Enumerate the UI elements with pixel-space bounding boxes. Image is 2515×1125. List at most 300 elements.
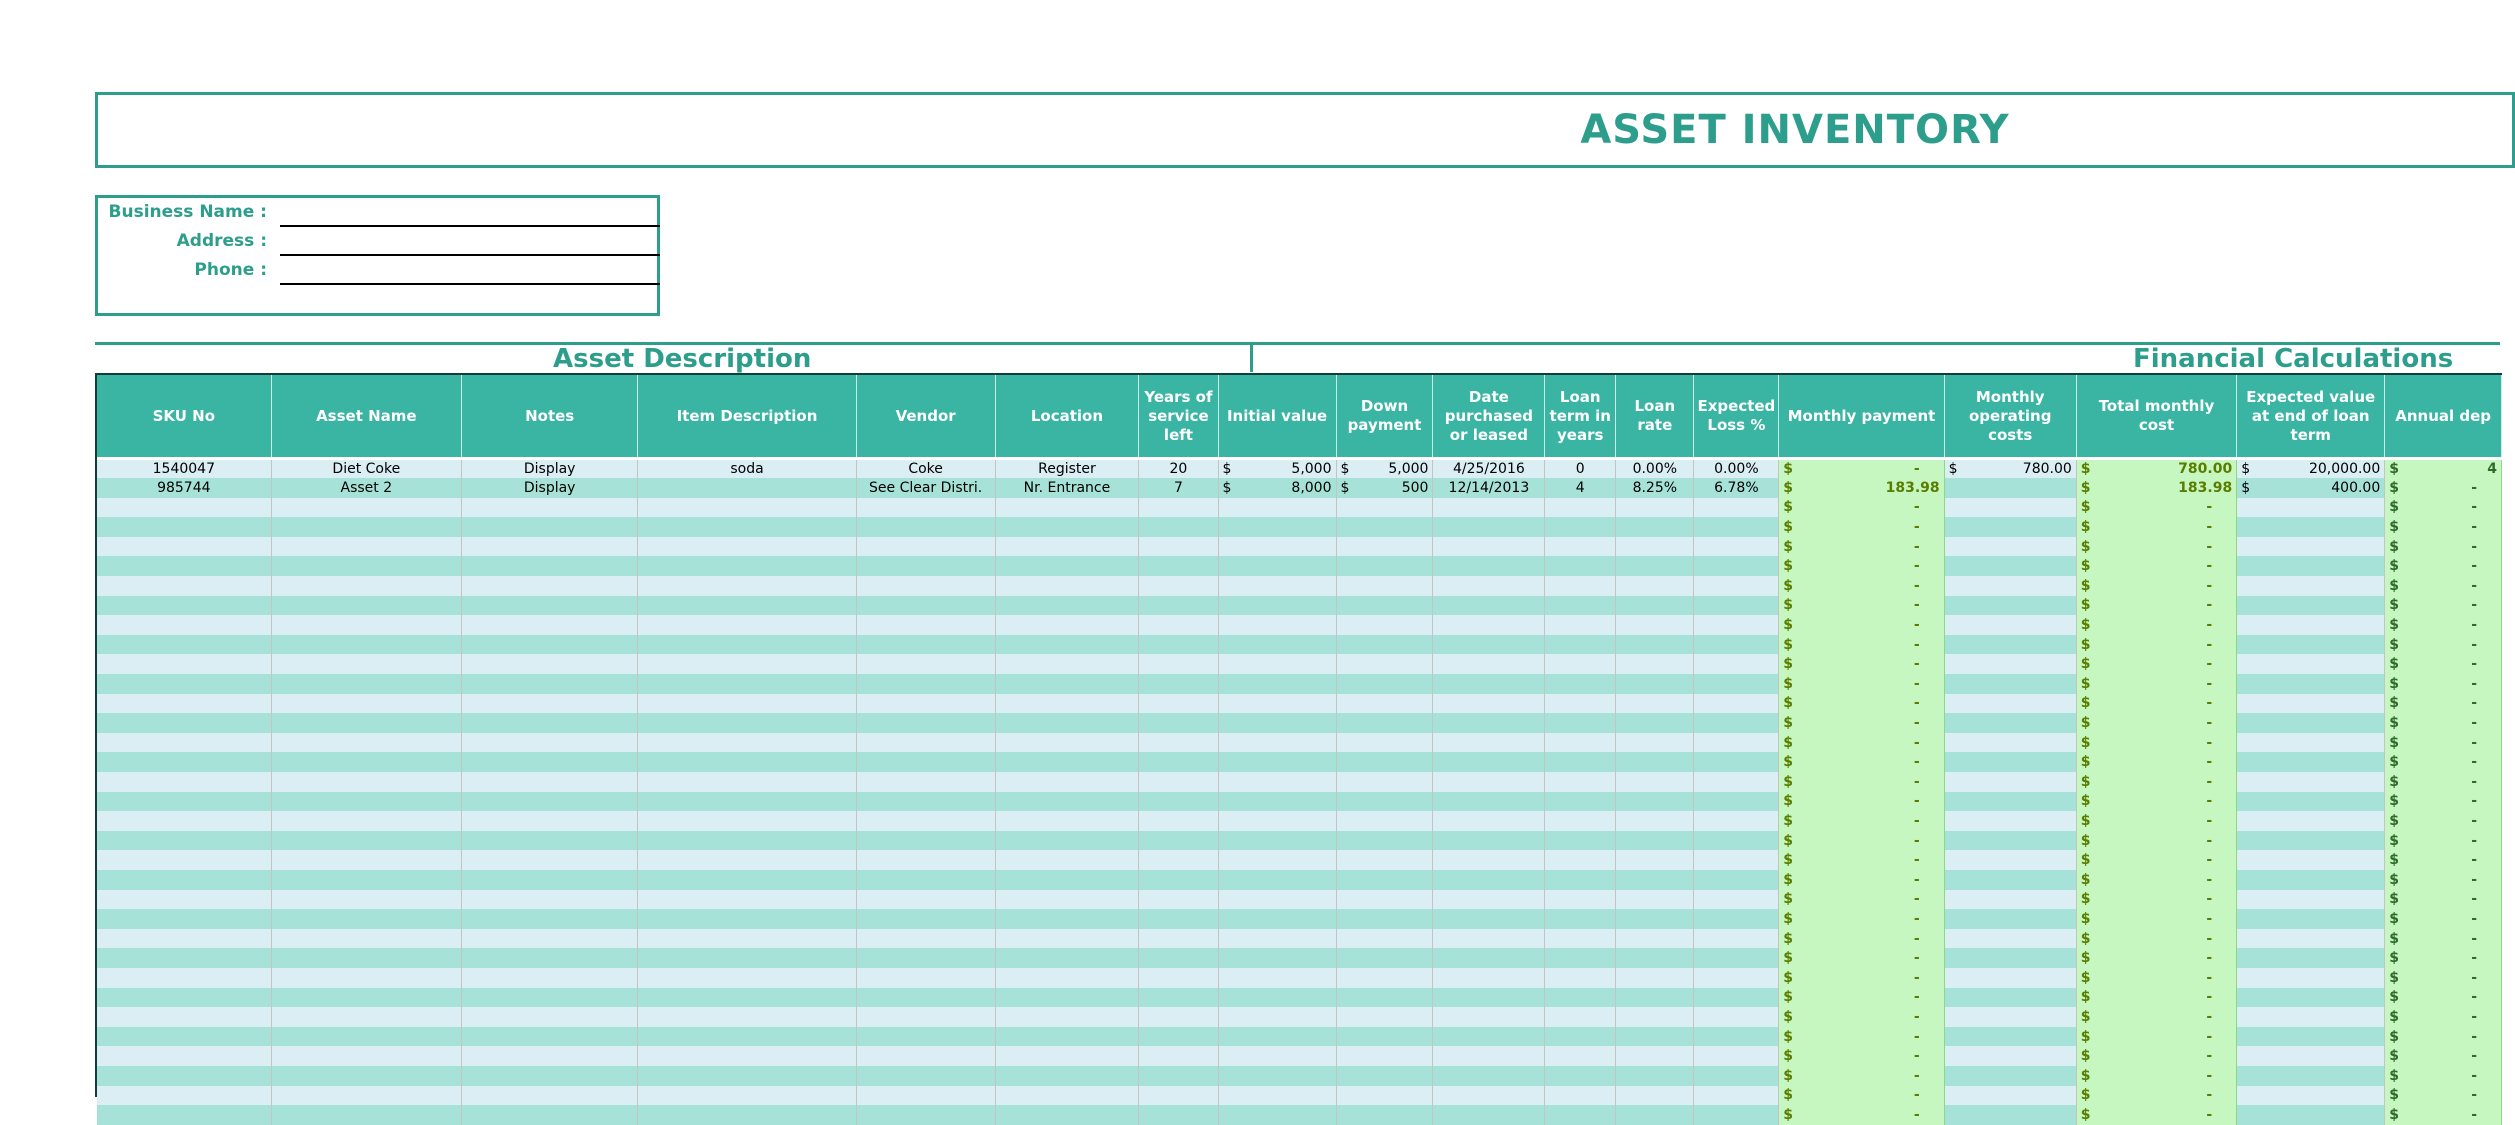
cell-loss[interactable]	[1694, 576, 1779, 596]
cell-expected[interactable]	[2237, 478, 2385, 498]
cell-down[interactable]	[1336, 576, 1433, 596]
cell-annual[interactable]	[2385, 694, 2502, 714]
cell-monthly[interactable]	[1779, 1007, 1944, 1027]
cell-sku[interactable]	[97, 929, 271, 949]
cell-monthly[interactable]	[1779, 517, 1944, 537]
column-header-sku[interactable]: SKU No	[97, 374, 271, 459]
cell-expected[interactable]	[2237, 498, 2385, 518]
cell-rate[interactable]	[1616, 576, 1694, 596]
cell-location[interactable]	[995, 1007, 1139, 1027]
cell-down[interactable]	[1336, 772, 1433, 792]
cell-date[interactable]	[1433, 948, 1545, 968]
cell-location[interactable]	[995, 654, 1139, 674]
cell-monthly[interactable]	[1779, 870, 1944, 890]
cell-vendor[interactable]	[856, 968, 995, 988]
cell-rate[interactable]	[1616, 850, 1694, 870]
cell-rate[interactable]	[1616, 1066, 1694, 1086]
cell-term[interactable]	[1545, 909, 1616, 929]
cell-location[interactable]	[995, 1046, 1139, 1066]
cell-expected[interactable]	[2237, 635, 2385, 655]
cell-expected[interactable]	[2237, 890, 2385, 910]
cell-loss[interactable]	[1694, 811, 1779, 831]
cell-loss[interactable]	[1694, 909, 1779, 929]
cell-date[interactable]	[1433, 576, 1545, 596]
cell-name[interactable]	[271, 596, 461, 616]
cell-monthly[interactable]	[1779, 478, 1944, 498]
cell-operating[interactable]	[1944, 968, 2076, 988]
cell-operating[interactable]	[1944, 733, 2076, 753]
cell-location[interactable]	[995, 1086, 1139, 1106]
cell-rate[interactable]	[1616, 1046, 1694, 1066]
cell-vendor[interactable]	[856, 1086, 995, 1106]
cell-monthly[interactable]	[1779, 968, 1944, 988]
cell-notes[interactable]	[462, 831, 638, 851]
cell-vendor[interactable]	[856, 537, 995, 557]
cell-rate[interactable]	[1616, 498, 1694, 518]
cell-vendor[interactable]	[856, 752, 995, 772]
cell-vendor[interactable]	[856, 596, 995, 616]
cell-expected[interactable]	[2237, 615, 2385, 635]
cell-monthly[interactable]	[1779, 831, 1944, 851]
cell-notes[interactable]	[462, 811, 638, 831]
cell-notes[interactable]	[462, 694, 638, 714]
cell-down[interactable]	[1336, 752, 1433, 772]
cell-vendor[interactable]	[856, 498, 995, 518]
cell-desc[interactable]: soda	[638, 459, 856, 479]
cell-date[interactable]	[1433, 772, 1545, 792]
cell-vendor[interactable]	[856, 674, 995, 694]
cell-name[interactable]	[271, 831, 461, 851]
cell-date[interactable]	[1433, 556, 1545, 576]
cell-date[interactable]	[1433, 498, 1545, 518]
cell-rate[interactable]	[1616, 772, 1694, 792]
cell-desc[interactable]	[638, 517, 856, 537]
cell-operating[interactable]	[1944, 988, 2076, 1008]
cell-down[interactable]	[1336, 1105, 1433, 1125]
cell-down[interactable]	[1336, 459, 1433, 479]
cell-term[interactable]	[1545, 792, 1616, 812]
cell-years[interactable]	[1139, 1066, 1218, 1086]
cell-name[interactable]	[271, 517, 461, 537]
cell-notes[interactable]	[462, 1027, 638, 1047]
cell-desc[interactable]	[638, 1105, 856, 1125]
cell-annual[interactable]	[2385, 615, 2502, 635]
cell-loss[interactable]	[1694, 556, 1779, 576]
cell-operating[interactable]	[1944, 498, 2076, 518]
cell-location[interactable]	[995, 890, 1139, 910]
cell-date[interactable]	[1433, 988, 1545, 1008]
cell-date[interactable]	[1433, 1046, 1545, 1066]
cell-term[interactable]	[1545, 733, 1616, 753]
cell-notes[interactable]	[462, 674, 638, 694]
cell-annual[interactable]	[2385, 1066, 2502, 1086]
cell-term[interactable]	[1545, 1027, 1616, 1047]
cell-expected[interactable]	[2237, 1086, 2385, 1106]
cell-sku[interactable]	[97, 948, 271, 968]
cell-vendor[interactable]	[856, 654, 995, 674]
cell-annual[interactable]	[2385, 654, 2502, 674]
cell-initial[interactable]	[1218, 1105, 1336, 1125]
cell-desc[interactable]	[638, 615, 856, 635]
cell-name[interactable]	[271, 654, 461, 674]
cell-operating[interactable]	[1944, 459, 2076, 479]
cell-expected[interactable]	[2237, 929, 2385, 949]
cell-date[interactable]	[1433, 811, 1545, 831]
cell-term[interactable]	[1545, 694, 1616, 714]
cell-monthly[interactable]	[1779, 1046, 1944, 1066]
cell-total[interactable]	[2076, 1105, 2236, 1125]
cell-date[interactable]	[1433, 713, 1545, 733]
cell-expected[interactable]	[2237, 1027, 2385, 1047]
cell-operating[interactable]	[1944, 811, 2076, 831]
cell-total[interactable]	[2076, 811, 2236, 831]
cell-total[interactable]	[2076, 968, 2236, 988]
cell-loss[interactable]	[1694, 792, 1779, 812]
column-header-expected[interactable]: Expected value at end of loan term	[2237, 374, 2385, 459]
cell-desc[interactable]	[638, 576, 856, 596]
column-header-date[interactable]: Date purchased or leased	[1433, 374, 1545, 459]
cell-location[interactable]	[995, 988, 1139, 1008]
cell-name[interactable]	[271, 929, 461, 949]
cell-expected[interactable]	[2237, 792, 2385, 812]
cell-rate[interactable]	[1616, 831, 1694, 851]
cell-down[interactable]	[1336, 792, 1433, 812]
cell-years[interactable]	[1139, 752, 1218, 772]
cell-annual[interactable]	[2385, 929, 2502, 949]
cell-down[interactable]	[1336, 1046, 1433, 1066]
cell-desc[interactable]	[638, 870, 856, 890]
cell-initial[interactable]	[1218, 596, 1336, 616]
cell-operating[interactable]	[1944, 1046, 2076, 1066]
cell-sku[interactable]	[97, 537, 271, 557]
cell-notes[interactable]	[462, 498, 638, 518]
cell-date[interactable]	[1433, 635, 1545, 655]
cell-initial[interactable]	[1218, 576, 1336, 596]
cell-years[interactable]	[1139, 1007, 1218, 1027]
cell-loss[interactable]	[1694, 948, 1779, 968]
cell-initial[interactable]	[1218, 713, 1336, 733]
cell-location[interactable]	[995, 772, 1139, 792]
column-header-name[interactable]: Asset Name	[271, 374, 461, 459]
cell-date[interactable]	[1433, 537, 1545, 557]
cell-total[interactable]	[2076, 1027, 2236, 1047]
cell-date[interactable]	[1433, 517, 1545, 537]
cell-down[interactable]	[1336, 478, 1433, 498]
cell-down[interactable]	[1336, 1027, 1433, 1047]
cell-monthly[interactable]	[1779, 615, 1944, 635]
cell-desc[interactable]	[638, 890, 856, 910]
cell-notes[interactable]	[462, 988, 638, 1008]
cell-years[interactable]	[1139, 694, 1218, 714]
cell-years[interactable]	[1139, 733, 1218, 753]
cell-initial[interactable]	[1218, 537, 1336, 557]
cell-monthly[interactable]	[1779, 811, 1944, 831]
cell-initial[interactable]	[1218, 890, 1336, 910]
cell-vendor[interactable]	[856, 811, 995, 831]
cell-location[interactable]	[995, 870, 1139, 890]
cell-location[interactable]	[995, 694, 1139, 714]
cell-total[interactable]	[2076, 850, 2236, 870]
cell-term[interactable]	[1545, 576, 1616, 596]
cell-notes[interactable]	[462, 1086, 638, 1106]
cell-vendor[interactable]	[856, 1066, 995, 1086]
cell-monthly[interactable]	[1779, 498, 1944, 518]
cell-sku[interactable]	[97, 811, 271, 831]
cell-term[interactable]	[1545, 498, 1616, 518]
cell-location[interactable]	[995, 850, 1139, 870]
cell-annual[interactable]	[2385, 478, 2502, 498]
cell-notes[interactable]: Display	[462, 478, 638, 498]
cell-total[interactable]	[2076, 772, 2236, 792]
cell-down[interactable]	[1336, 1007, 1433, 1027]
cell-total[interactable]	[2076, 537, 2236, 557]
cell-sku[interactable]	[97, 713, 271, 733]
cell-operating[interactable]	[1944, 831, 2076, 851]
cell-desc[interactable]	[638, 909, 856, 929]
cell-initial[interactable]	[1218, 988, 1336, 1008]
cell-sku[interactable]	[97, 1027, 271, 1047]
cell-total[interactable]	[2076, 909, 2236, 929]
cell-operating[interactable]	[1944, 615, 2076, 635]
cell-operating[interactable]	[1944, 1027, 2076, 1047]
cell-name[interactable]	[271, 1046, 461, 1066]
cell-rate[interactable]	[1616, 968, 1694, 988]
cell-monthly[interactable]	[1779, 1027, 1944, 1047]
cell-date[interactable]: 4/25/2016	[1433, 459, 1545, 479]
cell-date[interactable]	[1433, 1105, 1545, 1125]
cell-term[interactable]	[1545, 1046, 1616, 1066]
cell-operating[interactable]	[1944, 792, 2076, 812]
cell-operating[interactable]	[1944, 694, 2076, 714]
cell-expected[interactable]	[2237, 1007, 2385, 1027]
cell-loss[interactable]	[1694, 870, 1779, 890]
cell-location[interactable]	[995, 615, 1139, 635]
cell-rate[interactable]	[1616, 792, 1694, 812]
cell-initial[interactable]	[1218, 478, 1336, 498]
cell-total[interactable]	[2076, 556, 2236, 576]
column-header-rate[interactable]: Loan rate	[1616, 374, 1694, 459]
cell-rate[interactable]	[1616, 988, 1694, 1008]
cell-initial[interactable]	[1218, 772, 1336, 792]
cell-monthly[interactable]	[1779, 772, 1944, 792]
cell-rate[interactable]: 8.25%	[1616, 478, 1694, 498]
cell-vendor[interactable]	[856, 1105, 995, 1125]
cell-loss[interactable]	[1694, 1105, 1779, 1125]
cell-monthly[interactable]	[1779, 576, 1944, 596]
cell-term[interactable]	[1545, 517, 1616, 537]
cell-desc[interactable]	[638, 654, 856, 674]
cell-term[interactable]	[1545, 772, 1616, 792]
cell-desc[interactable]	[638, 988, 856, 1008]
cell-initial[interactable]	[1218, 811, 1336, 831]
cell-operating[interactable]	[1944, 909, 2076, 929]
cell-years[interactable]	[1139, 772, 1218, 792]
column-header-vendor[interactable]: Vendor	[856, 374, 995, 459]
cell-term[interactable]	[1545, 890, 1616, 910]
column-header-location[interactable]: Location	[995, 374, 1139, 459]
cell-term[interactable]	[1545, 1105, 1616, 1125]
cell-operating[interactable]	[1944, 870, 2076, 890]
cell-rate[interactable]	[1616, 556, 1694, 576]
cell-total[interactable]	[2076, 733, 2236, 753]
cell-expected[interactable]	[2237, 831, 2385, 851]
cell-total[interactable]	[2076, 713, 2236, 733]
cell-desc[interactable]	[638, 772, 856, 792]
cell-sku[interactable]	[97, 752, 271, 772]
cell-name[interactable]	[271, 772, 461, 792]
cell-years[interactable]	[1139, 890, 1218, 910]
cell-monthly[interactable]	[1779, 850, 1944, 870]
cell-term[interactable]	[1545, 596, 1616, 616]
cell-desc[interactable]	[638, 1086, 856, 1106]
cell-total[interactable]	[2076, 478, 2236, 498]
cell-loss[interactable]	[1694, 596, 1779, 616]
cell-expected[interactable]	[2237, 1046, 2385, 1066]
cell-down[interactable]	[1336, 733, 1433, 753]
cell-total[interactable]	[2076, 752, 2236, 772]
cell-notes[interactable]	[462, 713, 638, 733]
cell-term[interactable]	[1545, 988, 1616, 1008]
column-header-term[interactable]: Loan term in years	[1545, 374, 1616, 459]
cell-vendor[interactable]: Coke	[856, 459, 995, 479]
cell-loss[interactable]	[1694, 498, 1779, 518]
cell-vendor[interactable]: See Clear Distri.	[856, 478, 995, 498]
cell-monthly[interactable]	[1779, 635, 1944, 655]
cell-expected[interactable]	[2237, 596, 2385, 616]
cell-expected[interactable]	[2237, 811, 2385, 831]
cell-desc[interactable]	[638, 537, 856, 557]
cell-expected[interactable]	[2237, 870, 2385, 890]
cell-total[interactable]	[2076, 1007, 2236, 1027]
cell-initial[interactable]	[1218, 733, 1336, 753]
cell-term[interactable]	[1545, 713, 1616, 733]
cell-term[interactable]: 4	[1545, 478, 1616, 498]
cell-location[interactable]	[995, 733, 1139, 753]
cell-monthly[interactable]	[1779, 537, 1944, 557]
column-header-annual[interactable]: Annual dep	[2385, 374, 2502, 459]
cell-location[interactable]	[995, 929, 1139, 949]
cell-years[interactable]	[1139, 615, 1218, 635]
cell-expected[interactable]	[2237, 694, 2385, 714]
cell-monthly[interactable]	[1779, 556, 1944, 576]
cell-date[interactable]	[1433, 850, 1545, 870]
cell-sku[interactable]	[97, 635, 271, 655]
cell-desc[interactable]	[638, 968, 856, 988]
cell-total[interactable]	[2076, 635, 2236, 655]
cell-total[interactable]	[2076, 890, 2236, 910]
cell-total[interactable]	[2076, 1086, 2236, 1106]
cell-name[interactable]: Asset 2	[271, 478, 461, 498]
cell-notes[interactable]	[462, 615, 638, 635]
cell-annual[interactable]	[2385, 792, 2502, 812]
column-header-years[interactable]: Years of service left	[1139, 374, 1218, 459]
cell-years[interactable]	[1139, 1086, 1218, 1106]
cell-down[interactable]	[1336, 713, 1433, 733]
cell-expected[interactable]	[2237, 948, 2385, 968]
cell-date[interactable]	[1433, 890, 1545, 910]
cell-location[interactable]	[995, 498, 1139, 518]
cell-notes[interactable]	[462, 850, 638, 870]
cell-initial[interactable]	[1218, 968, 1336, 988]
cell-years[interactable]	[1139, 1027, 1218, 1047]
cell-rate[interactable]	[1616, 890, 1694, 910]
cell-total[interactable]	[2076, 694, 2236, 714]
cell-sku[interactable]: 1540047	[97, 459, 271, 479]
cell-vendor[interactable]	[856, 929, 995, 949]
cell-term[interactable]	[1545, 674, 1616, 694]
cell-date[interactable]	[1433, 909, 1545, 929]
cell-loss[interactable]	[1694, 772, 1779, 792]
cell-sku[interactable]	[97, 831, 271, 851]
cell-operating[interactable]	[1944, 478, 2076, 498]
cell-sku[interactable]	[97, 654, 271, 674]
cell-rate[interactable]	[1616, 674, 1694, 694]
cell-rate[interactable]	[1616, 929, 1694, 949]
cell-down[interactable]	[1336, 1086, 1433, 1106]
cell-expected[interactable]	[2237, 968, 2385, 988]
cell-monthly[interactable]	[1779, 1066, 1944, 1086]
cell-initial[interactable]	[1218, 517, 1336, 537]
cell-location[interactable]: Nr. Entrance	[995, 478, 1139, 498]
cell-sku[interactable]	[97, 792, 271, 812]
cell-total[interactable]	[2076, 654, 2236, 674]
cell-years[interactable]	[1139, 968, 1218, 988]
cell-notes[interactable]: Display	[462, 459, 638, 479]
cell-notes[interactable]	[462, 1105, 638, 1125]
cell-rate[interactable]	[1616, 1086, 1694, 1106]
cell-location[interactable]: Register	[995, 459, 1139, 479]
cell-annual[interactable]	[2385, 948, 2502, 968]
column-header-loss[interactable]: Expected Loss %	[1694, 374, 1779, 459]
cell-annual[interactable]	[2385, 1105, 2502, 1125]
cell-term[interactable]	[1545, 1086, 1616, 1106]
cell-vendor[interactable]	[856, 713, 995, 733]
cell-initial[interactable]	[1218, 498, 1336, 518]
cell-operating[interactable]	[1944, 1105, 2076, 1125]
cell-operating[interactable]	[1944, 517, 2076, 537]
cell-notes[interactable]	[462, 752, 638, 772]
column-header-notes[interactable]: Notes	[462, 374, 638, 459]
cell-notes[interactable]	[462, 733, 638, 753]
cell-annual[interactable]	[2385, 752, 2502, 772]
cell-operating[interactable]	[1944, 890, 2076, 910]
cell-date[interactable]	[1433, 1027, 1545, 1047]
cell-years[interactable]	[1139, 537, 1218, 557]
cell-down[interactable]	[1336, 694, 1433, 714]
cell-vendor[interactable]	[856, 870, 995, 890]
cell-loss[interactable]	[1694, 752, 1779, 772]
cell-annual[interactable]	[2385, 713, 2502, 733]
cell-location[interactable]	[995, 948, 1139, 968]
cell-sku[interactable]	[97, 909, 271, 929]
cell-down[interactable]	[1336, 929, 1433, 949]
cell-expected[interactable]	[2237, 733, 2385, 753]
cell-total[interactable]	[2076, 498, 2236, 518]
cell-initial[interactable]	[1218, 654, 1336, 674]
column-header-operating[interactable]: Monthly operating costs	[1944, 374, 2076, 459]
cell-name[interactable]	[271, 811, 461, 831]
cell-expected[interactable]	[2237, 988, 2385, 1008]
cell-vendor[interactable]	[856, 733, 995, 753]
cell-term[interactable]	[1545, 968, 1616, 988]
cell-notes[interactable]	[462, 929, 638, 949]
cell-name[interactable]	[271, 850, 461, 870]
cell-monthly[interactable]	[1779, 890, 1944, 910]
cell-operating[interactable]	[1944, 556, 2076, 576]
cell-loss[interactable]	[1694, 1066, 1779, 1086]
cell-loss[interactable]	[1694, 831, 1779, 851]
cell-desc[interactable]	[638, 674, 856, 694]
